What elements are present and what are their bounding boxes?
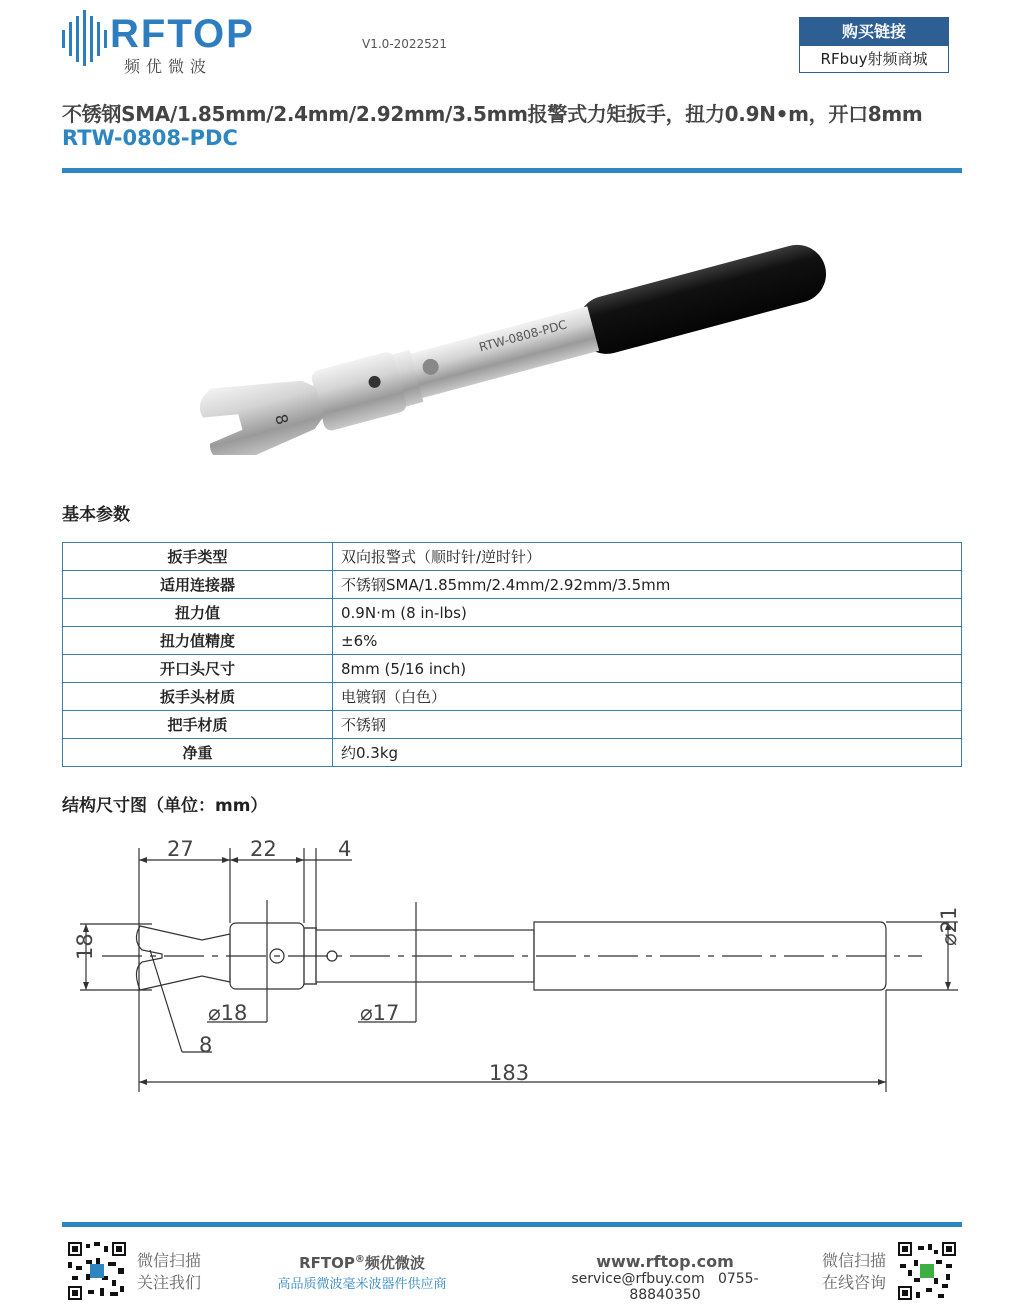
drawing-heading: 结构尺寸图（单位：mm） xyxy=(62,796,268,816)
param-value: 0.9N·m (8 in-lbs) xyxy=(333,599,962,627)
company-logo xyxy=(62,8,272,74)
param-key: 扳手类型 xyxy=(63,543,333,571)
param-value: 约0.3kg xyxy=(333,739,962,767)
footer-slogan: 高品质微波毫米波器件供应商 xyxy=(277,1277,447,1292)
dimension-drawing xyxy=(62,830,962,1100)
header-divider xyxy=(62,168,962,173)
buy-link[interactable]: RFbuy射频商城 xyxy=(820,50,928,68)
dim-183: 183 xyxy=(489,1061,530,1085)
footer-email[interactable]: service@rfbuy.com xyxy=(571,1271,705,1287)
param-key: 扳手头材质 xyxy=(63,683,333,711)
document-version: V1.0-2022521 xyxy=(362,37,448,51)
dim-diameter-21: ⌀21 xyxy=(937,906,961,946)
dim-diameter-18: ⌀18 xyxy=(208,1001,248,1025)
table-row xyxy=(63,739,962,767)
footer-contact-block xyxy=(540,1252,790,1303)
param-value: 不锈钢 xyxy=(333,711,962,739)
buy-link-box[interactable] xyxy=(799,17,949,73)
param-value: ±6% xyxy=(333,627,962,655)
footer-brand: RFTOP®频优微波 xyxy=(299,1254,425,1272)
params-table xyxy=(62,542,962,767)
brand-name: RFTOP xyxy=(110,12,255,56)
table-row xyxy=(63,627,962,655)
table-row xyxy=(63,711,962,739)
dim-diameter-17: ⌀17 xyxy=(360,1001,400,1025)
footer-brand-block xyxy=(262,1252,462,1292)
param-key: 扭力值精度 xyxy=(63,627,333,655)
param-key: 净重 xyxy=(63,739,333,767)
brand-name-cn: 频优微波 xyxy=(124,57,213,76)
footer-consult-text xyxy=(822,1250,886,1294)
param-key: 扭力值 xyxy=(63,599,333,627)
footer-website[interactable]: www.rftop.com xyxy=(596,1252,734,1271)
param-key: 开口头尺寸 xyxy=(63,655,333,683)
dim-22: 22 xyxy=(250,837,277,861)
footer-phone: 0755-88840350 xyxy=(629,1271,759,1303)
dim-4: 4 xyxy=(338,837,352,861)
footer-follow-text xyxy=(137,1250,201,1294)
param-value: 双向报警式（顺时针/逆时针） xyxy=(333,543,962,571)
table-row xyxy=(63,655,962,683)
shaft-engraving: RTW-0808-PDC xyxy=(477,317,569,355)
qr-code-consult-icon[interactable] xyxy=(898,1242,956,1300)
head-size-mark: 8 xyxy=(271,411,293,427)
param-value: 8mm (5/16 inch) xyxy=(333,655,962,683)
param-value: 不锈钢SMA/1.85mm/2.4mm/2.92mm/3.5mm xyxy=(333,571,962,599)
dim-8: 8 xyxy=(199,1033,213,1057)
dim-27: 27 xyxy=(167,837,194,861)
table-row xyxy=(63,599,962,627)
follow-us-label: 关注我们 xyxy=(137,1273,202,1292)
table-row xyxy=(63,683,962,711)
param-value: 电镀钢（白色） xyxy=(333,683,962,711)
dim-18-height: 18 xyxy=(73,933,97,960)
wechat-scan-label: 微信扫描 xyxy=(822,1251,887,1270)
params-heading: 基本参数 xyxy=(62,505,130,525)
qr-code-follow-icon[interactable] xyxy=(68,1242,126,1300)
product-model: RTW-0808-PDC xyxy=(62,126,238,150)
param-key: 适用连接器 xyxy=(63,571,333,599)
footer-divider xyxy=(62,1222,962,1227)
table-row xyxy=(63,543,962,571)
param-key: 把手材质 xyxy=(63,711,333,739)
product-title: 不锈钢SMA/1.85mm/2.4mm/2.92mm/3.5mm报警式力矩扳手，扭力0.9N•m，开口8mm xyxy=(62,102,923,126)
consult-label: 在线咨询 xyxy=(822,1273,887,1292)
table-row xyxy=(63,571,962,599)
product-photo xyxy=(190,215,840,455)
wechat-scan-label: 微信扫描 xyxy=(137,1251,202,1270)
buy-link-title: 购买链接 xyxy=(800,18,948,46)
